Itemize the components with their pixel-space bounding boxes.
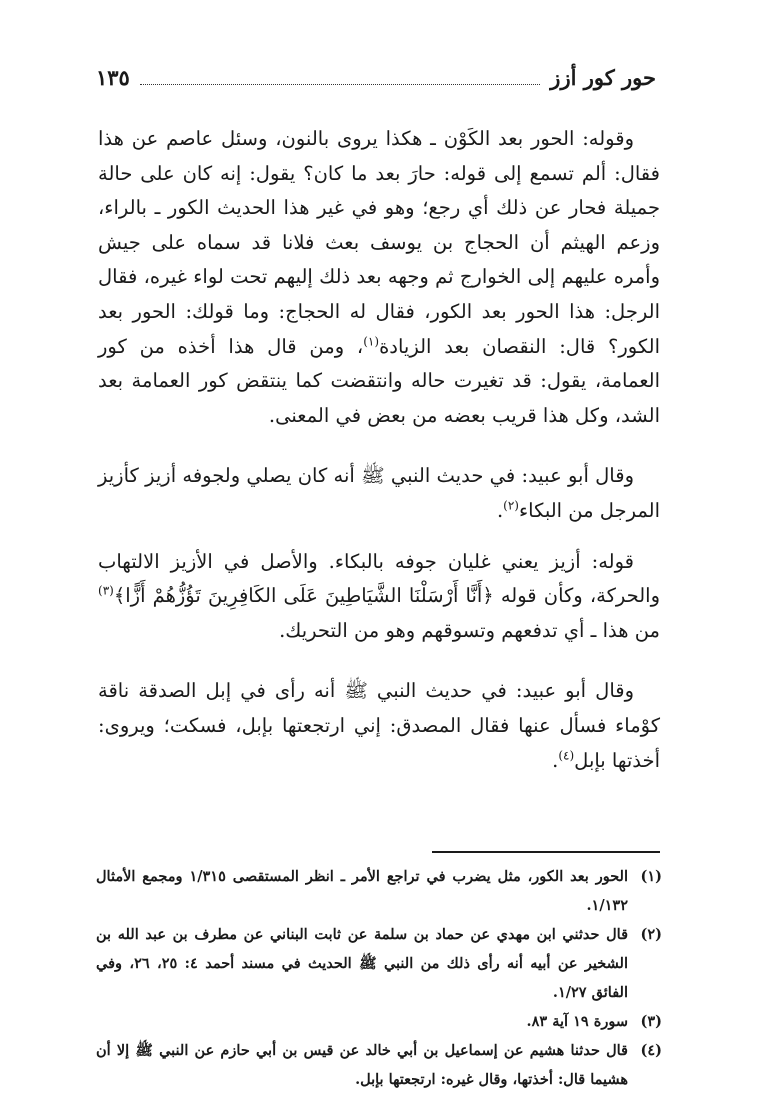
paragraph-text: قوله: أزيز يعني غليان جوفه بالبكاء. والأصل في الأزيز الالتهاب والحركة، وكأن قوله ﴿أَنَّا أَرْسَلْنَا الشَّيَاطِينَ عَلَى الكَافِرِينَ تَؤُزُّهُمْ أَزًّا﴾ (98, 549, 660, 608)
footnote-text: الحور بعد الكور، مثل يضرب في تراجع الأمر ـ انظر المستقصى ١/٣١٥ ومجمع الأمثال ١/١٣٢. (96, 868, 628, 914)
running-title: حور كور أزز (550, 64, 656, 90)
paragraph-text-continued: . (552, 748, 559, 772)
paragraph-text: وقال أبو عبيد: في حديث النبي ﷺ أنه كان يصلي ولجوفه أزيز كأزيز المرجل من البكاء (98, 464, 660, 522)
paragraph-text-continued: ، ومن قال هذا أخذه من كور العمامة، يقول: قد تغيرت حاله وانتقضت كما ينتقض كور العمامة بعد الشد، وكل هذا قريب بعضه من بعض في المعنى. (98, 334, 660, 427)
paragraph-text-continued: من هذا ـ أي تدفعهم وتسوقهم وهو من التحريك. (279, 618, 660, 642)
footnote-4 (96, 1036, 662, 1094)
footnote-1 (96, 862, 662, 920)
footnote-separator (432, 851, 660, 853)
footnote-reference-3: (٣) (98, 583, 114, 598)
paragraph-hur-kur (98, 122, 660, 433)
footnote-text: قال حدثني ابن مهدي عن حماد بن سلمة عن ثابت البناني عن مطرف بن عبد الله بن الشخير عن أبيه أنه رأى ذلك من النبي ﷺ الحديث في مسند أحمد ٤: ٢٥، ٢٦، وفي الفائق ١/٢٧. (96, 926, 629, 1001)
footnote-2 (96, 920, 662, 1007)
page-number: ١٣٥ (96, 64, 130, 90)
footnote-reference-1: (١) (363, 334, 380, 349)
paragraph-text: وقوله: الحور بعد الكَوْن ـ هكذا يروى بالنون، وسئل عاصم عن هذا فقال: ألم تسمع إلى قوله: حارَ بعد ما كان؟ يقول: إنه كان على حالة جميلة فحار عن ذلك أي رجع؛ وهو في غير هذا الحديث الكور ـ بالراء، وزعم الهيثم أن الحجاج بن يوسف بعث فلانا قد سماه على جيش وأمره عليهم إلى الخوارج ثم وجهه بعد ذلك إليهم تحت لواء غيره، فقال الرجل: هذا الحور بعد الكور، فقال له الحجاج: وما قولك: الحور بعد الكور؟ قال: النقصان بعد الزيادة (98, 127, 661, 358)
main-text (98, 122, 660, 778)
footnote-number: (٢) (640, 926, 662, 943)
paragraph-kawma (98, 674, 660, 778)
paragraph-aziz (98, 459, 660, 528)
paragraph-text: وقال أبو عبيد: في حديث النبي ﷺ أنه رأى في إبل الصدقة ناقة كوْماء فسأل عنها فقال المصدق: إني ارتجعتها بإبل، فسكت؛ ويروى: أخذتها بإبل (98, 679, 660, 772)
footnote-number: (١) (640, 868, 662, 885)
paragraph-text-continued: . (496, 498, 504, 522)
footnote-number: (٣) (640, 1013, 662, 1030)
running-header (96, 62, 656, 92)
footnotes (96, 862, 662, 1094)
footnote-reference-2: (٢) (503, 498, 519, 513)
footnote-number: (٤) (640, 1042, 662, 1059)
footnote-3 (96, 1007, 662, 1036)
footnote-reference-4: (٤) (558, 748, 575, 762)
footnote-text: سورة ١٩ آية ٨٣. (526, 1013, 628, 1030)
paragraph-aziz-explanation (98, 545, 660, 649)
dotted-leader (140, 70, 540, 85)
footnote-text: قال حدثنا هشيم عن إسماعيل بن أبي خالد عن قيس بن أبي حازم عن النبي ﷺ إلا أن هشيما قال: أخذتها، وقال غيره: ارتجعتها بإبل. (96, 1042, 628, 1088)
